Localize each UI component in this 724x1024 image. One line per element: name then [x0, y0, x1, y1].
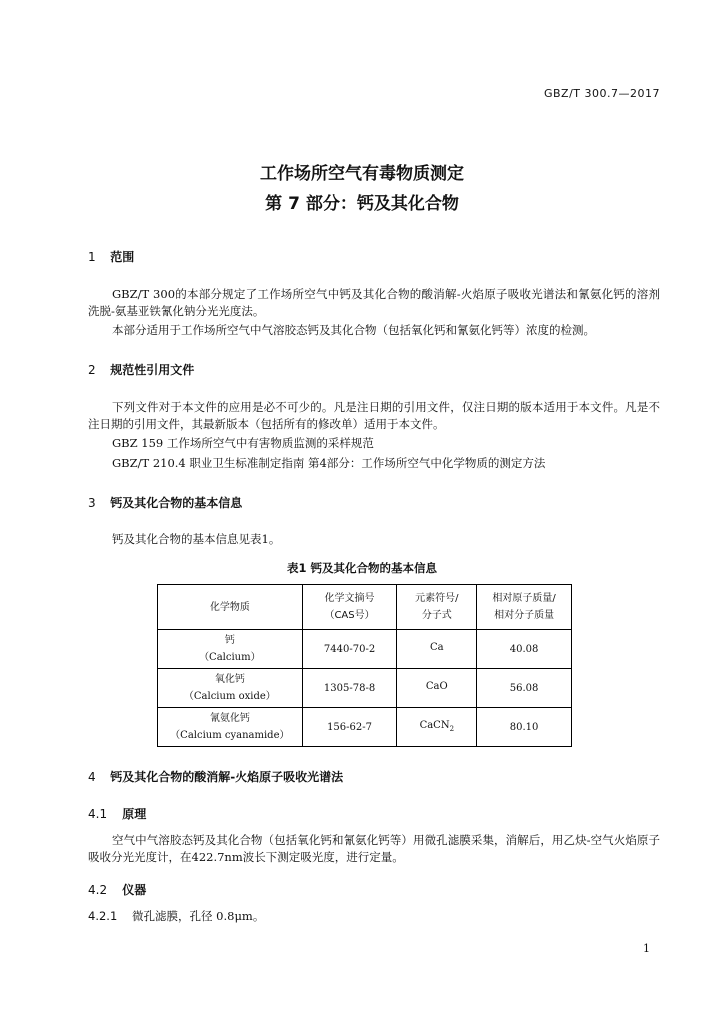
formula-cell: [397, 708, 477, 747]
section-1-paragraph-2: 本部分适用于工作场所空气中气溶胶态钙及其化合物（包括氧化钙和氰氨化钙等）浓度的检测。: [112, 323, 595, 337]
item-number: 4.2.1: [88, 909, 118, 923]
section-4-heading: [88, 768, 343, 785]
section-3-paragraph-1: 钙及其化合物的基本信息见表1。: [112, 532, 281, 546]
table-row: [158, 630, 572, 669]
section-title: 范围: [110, 250, 135, 264]
standard-code: GBZ/T 300.7—2017: [543, 87, 660, 100]
header-formula-line1: 元素符号/: [415, 593, 459, 604]
section-number: 4.1: [88, 807, 108, 821]
chemical-name-en: （Calcium cyanamide）: [170, 730, 290, 741]
mass-cell: 80.10: [477, 708, 572, 747]
section-number: 3: [88, 496, 96, 510]
table-row: [158, 669, 572, 708]
section-number: 2: [88, 363, 96, 377]
table-header-row: [158, 585, 572, 630]
cas-cell: 156-62-7: [302, 708, 397, 747]
header-mass-line1: 相对原子质量/: [492, 593, 556, 604]
header-cas: [302, 585, 397, 630]
section-number: 4: [88, 770, 96, 784]
chemical-name-en: （Calcium）: [199, 652, 261, 663]
section-1-paragraph-1: GBZ/T 300的本部分规定了工作场所空气中钙及其化合物的酸消解-火焰原子吸收光谱法和氰氨化钙的溶剂洗脱-氨基亚铁氰化钠分光光度法。: [88, 287, 660, 318]
header-chemical: 化学物质: [158, 585, 303, 630]
document-title: 工作场所空气有毒物质测定: [260, 164, 464, 184]
reference-2: GBZ/T 210.4 职业卫生标准制定指南 第4部分：工作场所空气中化学物质的测定方法: [112, 456, 546, 470]
header-mass-line2: 相对分子质量: [494, 610, 555, 621]
section-title: 钙及其化合物的酸消解-火焰原子吸收光谱法: [110, 770, 344, 784]
section-4-2-1-item: [88, 908, 264, 925]
table-row: [158, 708, 572, 747]
chemical-name-en: （Calcium oxide）: [183, 691, 276, 702]
section-number: 4.2: [88, 883, 108, 897]
page-number: 1: [643, 942, 650, 955]
section-4-1-heading: [88, 805, 146, 822]
mass-cell: 40.08: [477, 630, 572, 669]
header-formula-line2: 分子式: [421, 610, 452, 621]
reference-1: GBZ 159 工作场所空气中有害物质监测的采样规范: [112, 436, 374, 450]
section-number: 1: [88, 250, 96, 264]
mass-cell: 56.08: [477, 669, 572, 708]
formula-subscript: 2: [449, 724, 455, 733]
formula-cell: [397, 630, 477, 669]
header-cas-line2: （CAS号）: [324, 610, 375, 621]
basic-info-table: [157, 584, 572, 747]
header-mass: [477, 585, 572, 630]
chemical-cell: [158, 669, 303, 708]
cas-cell: 1305-78-8: [302, 669, 397, 708]
section-2-heading: [88, 361, 194, 378]
section-2-paragraph-1: 下列文件对于本文件的应用是必不可少的。凡是注日期的引用文件，仅注日期的版本适用于本文件。凡是不注日期的引用文件，其最新版本（包括所有的修改单）适用于本文件。: [88, 400, 660, 431]
chemical-cell: [158, 708, 303, 747]
chemical-name-cn: 钙: [224, 635, 235, 646]
section-title: 仪器: [122, 883, 147, 897]
header-formula: [397, 585, 477, 630]
section-1-heading: [88, 248, 134, 265]
table-caption: 表1 钙及其化合物的基本信息: [286, 561, 437, 575]
formula: CaO: [425, 680, 448, 692]
section-4-2-heading: [88, 881, 146, 898]
section-title: 钙及其化合物的基本信息: [110, 496, 243, 510]
item-text: 微孔滤膜，孔径 0.8μm。: [132, 909, 265, 923]
chemical-name-cn: 氧化钙: [214, 674, 245, 685]
chemical-name-cn: 氰氨化钙: [209, 713, 250, 724]
section-title: 规范性引用文件: [110, 363, 195, 377]
section-3-heading: [88, 494, 242, 511]
formula: Ca: [430, 641, 444, 653]
chemical-cell: [158, 630, 303, 669]
document-subtitle: 第 7 部分：钙及其化合物: [265, 194, 459, 214]
cas-cell: 7440-70-2: [302, 630, 397, 669]
header-cas-line1: 化学文摘号: [324, 593, 375, 604]
section-4-1-paragraph-1: 空气中气溶胶态钙及其化合物（包括氧化钙和氰氨化钙等）用微孔滤膜采集，消解后，用乙炔-空气火焰原子吸收分光光度计，在422.7nm波长下测定吸光度，进行定量。: [88, 833, 660, 864]
formula-cell: [397, 669, 477, 708]
formula: CaCN: [419, 719, 450, 731]
section-title: 原理: [122, 807, 147, 821]
